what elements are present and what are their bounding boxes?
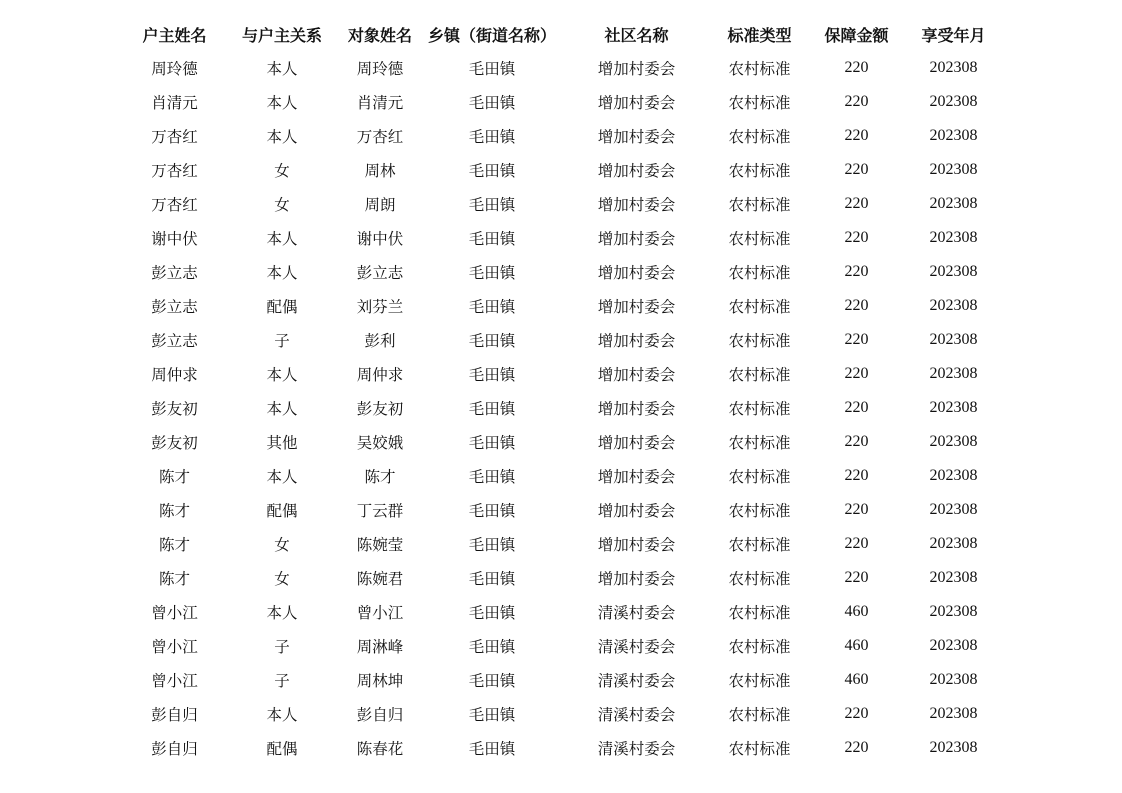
table-row	[122, 255, 1001, 289]
township-cell: 毛田镇	[468, 128, 516, 146]
household-head-cell: 彭友初	[151, 400, 198, 418]
amount-cell: 220	[844, 569, 869, 586]
amount-cell: 220	[844, 161, 869, 178]
community-cell: 增加村委会	[597, 128, 676, 146]
household-head-cell: 万杏红	[151, 128, 198, 146]
household-head-cell: 彭自归	[151, 740, 198, 758]
community-cell: 增加村委会	[597, 570, 676, 588]
township-cell: 毛田镇	[468, 570, 516, 588]
header-township: 乡镇（街道名称）	[427, 25, 556, 45]
year-month-cell: 202308	[929, 161, 978, 178]
amount-cell: 460	[844, 671, 869, 688]
amount-cell: 220	[844, 467, 869, 484]
amount-cell: 220	[844, 739, 869, 756]
amount-cell: 460	[844, 603, 869, 620]
amount-cell: 220	[844, 263, 869, 280]
household-head-cell: 彭立志	[151, 298, 198, 316]
household-head-cell: 陈才	[158, 536, 190, 554]
household-head-cell: 万杏红	[151, 162, 198, 180]
table-row	[122, 323, 1001, 357]
header-standard-type: 标准类型	[727, 25, 792, 45]
relationship-cell: 本人	[266, 400, 298, 418]
table-row	[122, 357, 1001, 391]
recipient-name-cell: 陈春花	[356, 740, 404, 758]
table-row	[122, 119, 1001, 153]
township-cell: 毛田镇	[468, 230, 516, 248]
township-cell: 毛田镇	[468, 366, 516, 384]
table-row	[122, 731, 1001, 765]
table-row	[122, 187, 1001, 221]
amount-cell: 220	[844, 705, 869, 722]
recipient-name-cell: 丁云群	[356, 502, 404, 520]
household-head-cell: 陈才	[158, 570, 190, 588]
table-row	[122, 425, 1001, 459]
household-head-cell: 陈才	[158, 502, 190, 520]
community-cell: 清溪村委会	[597, 706, 676, 724]
header-row	[122, 17, 1001, 51]
table-row	[122, 289, 1001, 323]
community-cell: 增加村委会	[597, 502, 676, 520]
table-row	[122, 51, 1001, 85]
township-cell: 毛田镇	[468, 264, 516, 282]
township-cell: 毛田镇	[468, 400, 516, 418]
standard-type-cell: 农村标准	[728, 604, 791, 622]
standard-type-cell: 农村标准	[728, 128, 791, 146]
table-row	[122, 391, 1001, 425]
relationship-cell: 本人	[266, 94, 298, 112]
recipient-name-cell: 陈婉莹	[356, 536, 404, 554]
community-cell: 清溪村委会	[597, 604, 676, 622]
relationship-cell: 女	[274, 162, 290, 180]
household-head-cell: 周玲德	[151, 60, 198, 78]
year-month-cell: 202308	[929, 229, 978, 246]
recipient-name-cell: 周玲德	[356, 60, 404, 78]
amount-cell: 220	[844, 93, 869, 110]
community-cell: 增加村委会	[597, 366, 676, 384]
header-community: 社区名称	[604, 25, 669, 45]
relationship-cell: 子	[274, 672, 290, 690]
relationship-cell: 本人	[266, 230, 298, 248]
table-row	[122, 561, 1001, 595]
relationship-cell: 配偶	[266, 502, 298, 520]
household-head-cell: 肖清元	[151, 94, 198, 112]
township-cell: 毛田镇	[468, 638, 516, 656]
year-month-cell: 202308	[929, 671, 978, 688]
recipient-name-cell: 曾小江	[356, 604, 404, 622]
recipient-name-cell: 周朗	[364, 196, 396, 214]
amount-cell: 460	[844, 637, 869, 654]
relationship-cell: 子	[274, 638, 290, 656]
year-month-cell: 202308	[929, 637, 978, 654]
township-cell: 毛田镇	[468, 672, 516, 690]
community-cell: 清溪村委会	[597, 740, 676, 758]
assistance-recipients-table	[122, 17, 1001, 765]
recipient-name-cell: 周林	[364, 162, 396, 180]
table-row	[122, 595, 1001, 629]
household-head-cell: 彭立志	[151, 264, 198, 282]
community-cell: 增加村委会	[597, 400, 676, 418]
recipient-name-cell: 彭利	[364, 332, 396, 350]
township-cell: 毛田镇	[468, 298, 516, 316]
table-row	[122, 663, 1001, 697]
relationship-cell: 女	[274, 196, 290, 214]
header-amount: 保障金额	[824, 25, 889, 45]
recipient-name-cell: 吴姣娥	[356, 434, 404, 452]
year-month-cell: 202308	[929, 195, 978, 212]
recipient-name-cell: 周林坤	[356, 672, 404, 690]
household-head-cell: 曾小江	[151, 672, 198, 690]
amount-cell: 220	[844, 195, 869, 212]
year-month-cell: 202308	[929, 331, 978, 348]
standard-type-cell: 农村标准	[728, 434, 791, 452]
community-cell: 增加村委会	[597, 468, 676, 486]
standard-type-cell: 农村标准	[728, 264, 791, 282]
amount-cell: 220	[844, 365, 869, 382]
township-cell: 毛田镇	[468, 468, 516, 486]
relationship-cell: 其他	[266, 434, 298, 452]
relationship-cell: 本人	[266, 128, 298, 146]
header-household-head-name: 户主姓名	[142, 25, 207, 45]
township-cell: 毛田镇	[468, 332, 516, 350]
household-head-cell: 曾小江	[151, 604, 198, 622]
recipient-name-cell: 万杏红	[356, 128, 404, 146]
standard-type-cell: 农村标准	[728, 536, 791, 554]
amount-cell: 220	[844, 297, 869, 314]
household-head-cell: 彭自归	[151, 706, 198, 724]
community-cell: 清溪村委会	[597, 672, 676, 690]
table-row	[122, 459, 1001, 493]
amount-cell: 220	[844, 59, 869, 76]
township-cell: 毛田镇	[468, 60, 516, 78]
year-month-cell: 202308	[929, 535, 978, 552]
recipient-name-cell: 彭友初	[356, 400, 404, 418]
year-month-cell: 202308	[929, 467, 978, 484]
table-row	[122, 221, 1001, 255]
recipient-name-cell: 陈才	[364, 468, 396, 486]
year-month-cell: 202308	[929, 127, 978, 144]
community-cell: 增加村委会	[597, 60, 676, 78]
community-cell: 增加村委会	[597, 230, 676, 248]
recipient-name-cell: 彭立志	[356, 264, 404, 282]
recipient-name-cell: 肖清元	[356, 94, 404, 112]
table-row	[122, 527, 1001, 561]
standard-type-cell: 农村标准	[728, 468, 791, 486]
household-head-cell: 陈才	[158, 468, 190, 486]
amount-cell: 220	[844, 399, 869, 416]
standard-type-cell: 农村标准	[728, 60, 791, 78]
standard-type-cell: 农村标准	[728, 502, 791, 520]
year-month-cell: 202308	[929, 501, 978, 518]
relationship-cell: 女	[274, 570, 290, 588]
table-row	[122, 85, 1001, 119]
amount-cell: 220	[844, 127, 869, 144]
amount-cell: 220	[844, 433, 869, 450]
relationship-cell: 本人	[266, 468, 298, 486]
recipient-name-cell: 谢中伏	[356, 230, 404, 248]
household-head-cell: 曾小江	[151, 638, 198, 656]
township-cell: 毛田镇	[468, 434, 516, 452]
household-head-cell: 彭友初	[151, 434, 198, 452]
recipient-name-cell: 周仲求	[356, 366, 404, 384]
household-head-cell: 谢中伏	[151, 230, 198, 248]
year-month-cell: 202308	[929, 399, 978, 416]
recipient-name-cell: 陈婉君	[356, 570, 404, 588]
year-month-cell: 202308	[929, 263, 978, 280]
recipient-name-cell: 周淋峰	[356, 638, 404, 656]
year-month-cell: 202308	[929, 569, 978, 586]
year-month-cell: 202308	[929, 705, 978, 722]
standard-type-cell: 农村标准	[728, 332, 791, 350]
amount-cell: 220	[844, 331, 869, 348]
year-month-cell: 202308	[929, 433, 978, 450]
community-cell: 增加村委会	[597, 298, 676, 316]
table-header	[122, 17, 1001, 51]
year-month-cell: 202308	[929, 365, 978, 382]
standard-type-cell: 农村标准	[728, 672, 791, 690]
recipient-name-cell: 刘芬兰	[356, 298, 404, 316]
township-cell: 毛田镇	[468, 94, 516, 112]
amount-cell: 220	[844, 535, 869, 552]
relationship-cell: 本人	[266, 706, 298, 724]
table-body	[122, 51, 1001, 765]
standard-type-cell: 农村标准	[728, 298, 791, 316]
relationship-cell: 配偶	[266, 298, 298, 316]
relationship-cell: 本人	[266, 604, 298, 622]
table-row	[122, 697, 1001, 731]
community-cell: 增加村委会	[597, 434, 676, 452]
community-cell: 增加村委会	[597, 536, 676, 554]
standard-type-cell: 农村标准	[728, 740, 791, 758]
community-cell: 增加村委会	[597, 94, 676, 112]
standard-type-cell: 农村标准	[728, 706, 791, 724]
relationship-cell: 本人	[266, 60, 298, 78]
standard-type-cell: 农村标准	[728, 400, 791, 418]
relationship-cell: 配偶	[266, 740, 298, 758]
header-year-month: 享受年月	[921, 25, 986, 45]
amount-cell: 220	[844, 229, 869, 246]
standard-type-cell: 农村标准	[728, 196, 791, 214]
year-month-cell: 202308	[929, 93, 978, 110]
household-head-cell: 周仲求	[151, 366, 198, 384]
community-cell: 增加村委会	[597, 196, 676, 214]
community-cell: 增加村委会	[597, 264, 676, 282]
table-row	[122, 629, 1001, 663]
year-month-cell: 202308	[929, 297, 978, 314]
table-row	[122, 153, 1001, 187]
relationship-cell: 女	[274, 536, 290, 554]
township-cell: 毛田镇	[468, 740, 516, 758]
community-cell: 增加村委会	[597, 332, 676, 350]
standard-type-cell: 农村标准	[728, 230, 791, 248]
amount-cell: 220	[844, 501, 869, 518]
township-cell: 毛田镇	[468, 502, 516, 520]
township-cell: 毛田镇	[468, 536, 516, 554]
household-head-cell: 万杏红	[151, 196, 198, 214]
standard-type-cell: 农村标准	[728, 94, 791, 112]
year-month-cell: 202308	[929, 59, 978, 76]
year-month-cell: 202308	[929, 739, 978, 756]
year-month-cell: 202308	[929, 603, 978, 620]
township-cell: 毛田镇	[468, 162, 516, 180]
standard-type-cell: 农村标准	[728, 638, 791, 656]
relationship-cell: 子	[274, 332, 290, 350]
standard-type-cell: 农村标准	[728, 366, 791, 384]
header-recipient-name: 对象姓名	[347, 25, 412, 45]
standard-type-cell: 农村标准	[728, 570, 791, 588]
household-head-cell: 彭立志	[151, 332, 198, 350]
township-cell: 毛田镇	[468, 604, 516, 622]
township-cell: 毛田镇	[468, 196, 516, 214]
community-cell: 增加村委会	[597, 162, 676, 180]
table-row	[122, 493, 1001, 527]
community-cell: 清溪村委会	[597, 638, 676, 656]
township-cell: 毛田镇	[468, 706, 516, 724]
standard-type-cell: 农村标准	[728, 162, 791, 180]
recipient-name-cell: 彭自归	[356, 706, 404, 724]
relationship-cell: 本人	[266, 264, 298, 282]
relationship-cell: 本人	[266, 366, 298, 384]
header-relationship: 与户主关系	[241, 25, 322, 45]
